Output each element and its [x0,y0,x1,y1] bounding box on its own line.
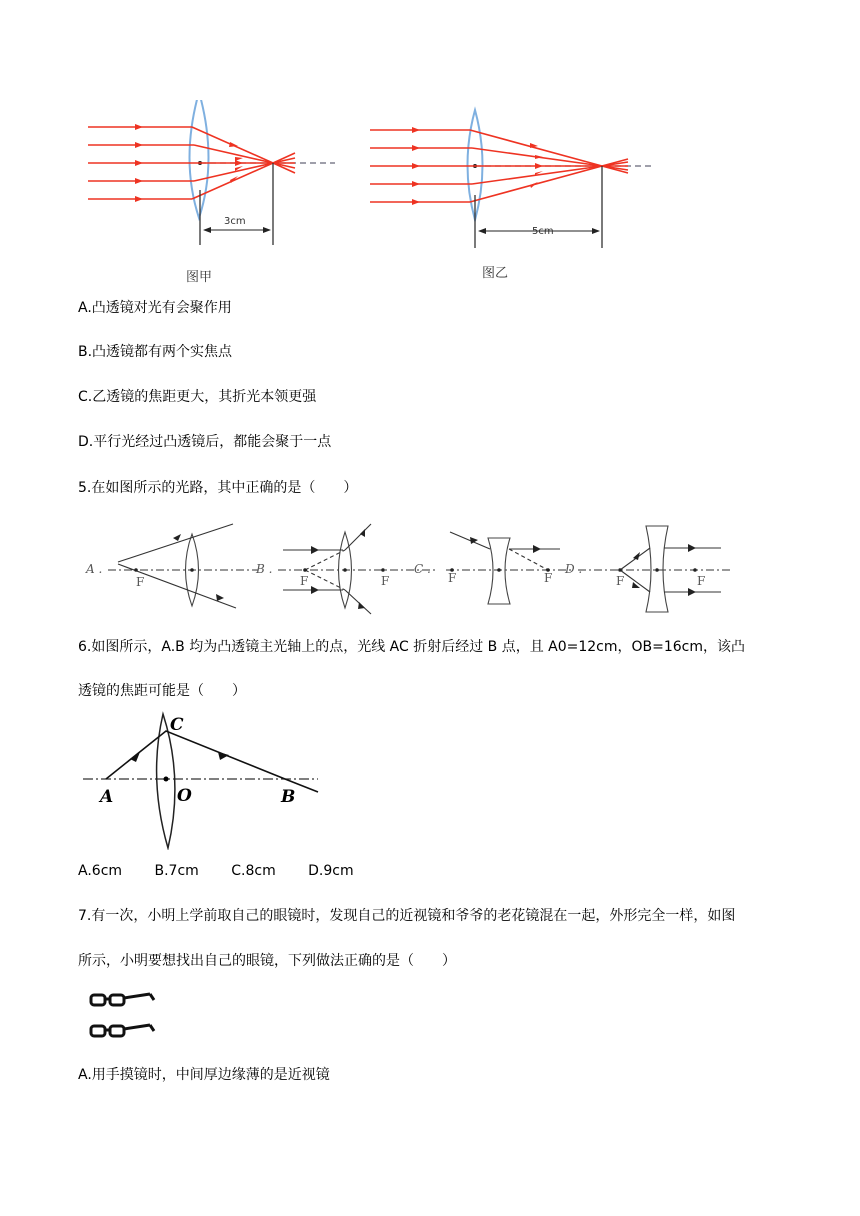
q5-label-c: C . [414,562,431,576]
q6-option-d: D.9cm [308,863,354,879]
glasses-icons [88,990,158,1050]
q5-label-a: A . [86,562,103,576]
point-b-label: B [281,787,296,807]
q5-focus-c1: F [448,571,457,585]
diagram-yi [370,110,655,248]
diagram-jia [88,100,335,245]
q5-focus-a: F [136,575,145,589]
q7-stem-line1: 7.有一次，小明上学前取自己的眼镜时，发现自己的近视镜和爷爷的老花镜混在一起，外形完全一样，如图 [78,908,736,924]
point-o-label: O [177,786,192,806]
figure-jia-yi [80,100,680,290]
q6-options [78,861,382,881]
figure-q5-light-paths [78,516,738,616]
q5-focus-d2: F [697,574,706,588]
q5-label-d: D . [565,562,583,576]
q6-option-a: A.6cm [78,863,123,879]
glasses-icon [91,1025,154,1036]
caption-yi: 图乙 [482,266,509,281]
point-c-label: C [170,715,184,735]
q5-focus-b2: F [381,574,390,588]
glasses-icon [91,994,154,1005]
q4-option-a: A.凸透镜对光有会聚作用 [78,300,232,316]
q6-option-c: C.8cm [231,863,276,879]
q6-option-b: B.7cm [154,863,199,879]
q4-option-d: D.平行光经过凸透镜后，都能会聚于一点 [78,434,332,450]
convex-lens-jia [190,100,209,218]
q5-focus-b1: F [300,574,309,588]
q5-label-b: B . [256,562,273,576]
q5-focus-c2: F [544,571,553,585]
distance-label-yi: 5cm [532,226,554,237]
q7-stem-line2: 所示，小明要想找出自己的眼镜，下列做法正确的是（ ） [78,953,456,969]
distance-label-jia: 3cm [224,216,246,227]
q6-stem-line2: 透镜的焦距可能是（ ） [78,683,246,699]
q6-stem-line1: 6.如图所示，A.B 均为凸透镜主光轴上的点，光线 AC 折射后经过 B 点，且 A0=12cm，OB=16cm，该凸 [78,639,746,655]
q5-stem: 5.在如图所示的光路，其中正确的是（ ） [78,480,358,496]
point-a-label: A [100,787,114,807]
q7-option-a: A.用手摸镜时，中间厚边缘薄的是近视镜 [78,1067,330,1083]
caption-jia: 图甲 [186,270,213,285]
q4-option-c: C.乙透镜的焦距更大，其折光本领更强 [78,389,317,405]
figure-q6-lens [78,710,328,850]
q4-option-b: B.凸透镜都有两个实焦点 [78,344,233,360]
q5-focus-d1: F [616,574,625,588]
